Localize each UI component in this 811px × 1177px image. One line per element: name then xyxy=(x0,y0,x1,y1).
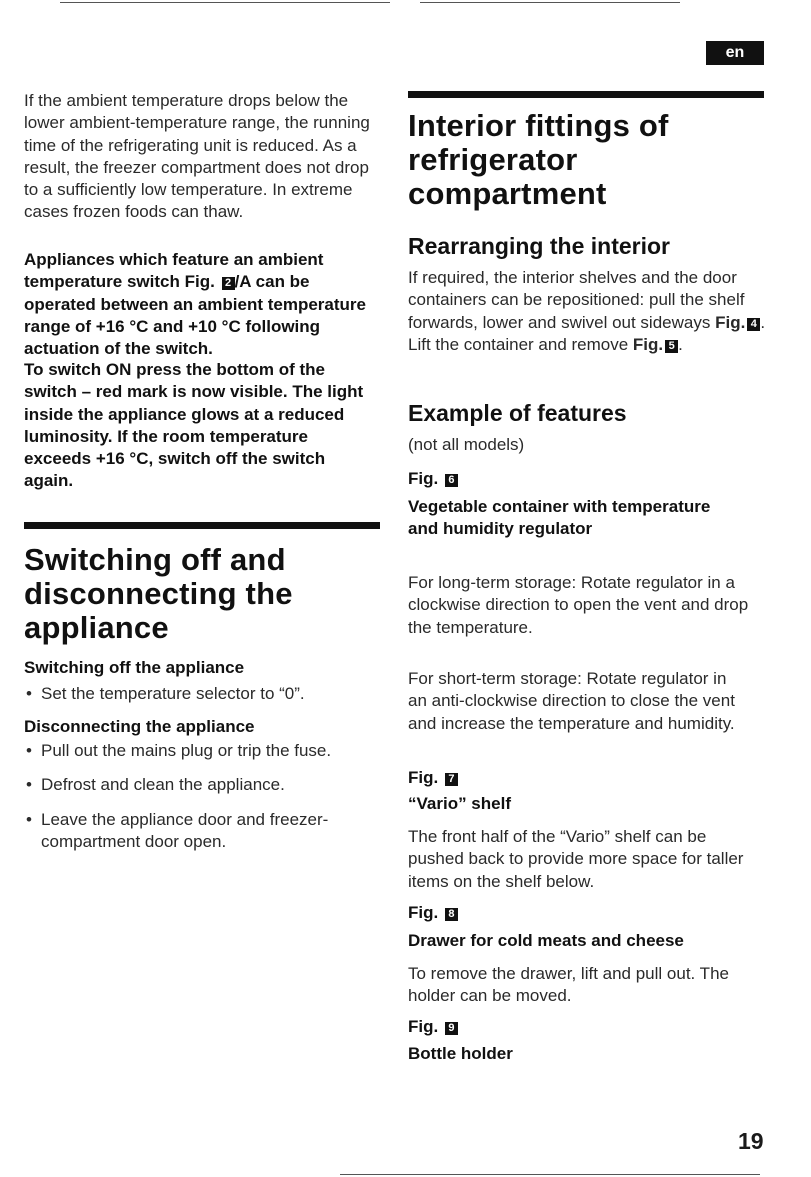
ambient-switch-paragraph xyxy=(24,249,374,360)
top-rule-left xyxy=(60,2,390,3)
ambient-switch-text-b: /A can be operated between an ambient temperature range of +16 °C and +10 °C following actuation of the switch. xyxy=(24,272,366,359)
fig-4-label: Fig. xyxy=(715,312,746,332)
fig-8-label: Fig. xyxy=(408,903,439,922)
disconnecting-subtitle: Disconnecting the appliance xyxy=(24,717,255,736)
fig-9-label: Fig. xyxy=(408,1017,439,1036)
switching-off-list xyxy=(24,683,374,717)
cold-meats-drawer-paragraph: To remove the drawer, lift and pull out. The holder can be moved. xyxy=(408,964,729,1006)
fig-6-marker: 6 xyxy=(445,474,458,487)
rearranging-text-a: If required, the interior shelves and the door containers can be repositioned: pull the shelf forwards, lower and swivel out sideways xyxy=(408,268,745,332)
rearranging-text-c: . xyxy=(678,334,683,354)
ambient-switch-text-a: Appliances which feature an ambient temperature switch Fig. xyxy=(24,250,324,292)
short-term-storage-paragraph: For short-term storage: Rotate regulator in an anti-clockwise direction to close the vent and increase the temperature and humidity. xyxy=(408,669,735,733)
fig-6-label: Fig. xyxy=(408,469,439,488)
fig-6-heading xyxy=(408,468,458,490)
fig-2-marker: 2 xyxy=(222,277,235,290)
fig-9-heading xyxy=(408,1016,458,1038)
cold-meats-drawer-title: Drawer for cold meats and cheese xyxy=(408,931,684,950)
rearranging-text-b: . Lift the container and remove xyxy=(408,312,766,354)
list-item: • Leave the appliance door and freezer-compartment door open. xyxy=(24,809,374,854)
fig-5-marker: 5 xyxy=(665,340,678,353)
interior-fittings-title: Interior fittings of refrigerator compartment xyxy=(408,108,669,211)
fig-9-marker: 9 xyxy=(445,1022,458,1035)
disconnecting-list xyxy=(24,740,374,865)
fig-7-heading xyxy=(408,767,458,789)
language-badge: en xyxy=(706,41,764,65)
section-bar-right xyxy=(408,91,764,98)
switching-off-title: Switching off and disconnecting the appliance xyxy=(24,542,293,645)
fig-7-marker: 7 xyxy=(445,773,458,786)
section-bar-left xyxy=(24,522,380,529)
fig-8-heading xyxy=(408,902,458,924)
list-item: • Pull out the mains plug or trip the fuse. xyxy=(24,740,374,762)
rearranging-paragraph xyxy=(408,267,770,356)
fig-7-label: Fig. xyxy=(408,768,439,787)
bottle-holder-title: Bottle holder xyxy=(408,1044,513,1063)
vario-shelf-title: “Vario” shelf xyxy=(408,794,511,813)
example-features-title: Example of features xyxy=(408,400,627,426)
list-item: • Set the temperature selector to “0”. xyxy=(24,683,374,705)
top-rule-right xyxy=(420,2,680,3)
switching-off-subtitle: Switching off the appliance xyxy=(24,658,245,677)
intro-paragraph: If the ambient temperature drops below the lower ambient-temperature range, the running time of the refrigerating unit is reduced. As a result, the freezer compartment does not drop to a sufficiently low temperature. In extreme cases frozen foods can thaw. xyxy=(24,91,370,222)
fig-4-marker: 4 xyxy=(747,318,760,331)
page-number: 19 xyxy=(738,1128,764,1154)
fig-5-label: Fig. xyxy=(632,334,664,354)
fig-8-marker: 8 xyxy=(445,908,458,921)
switch-on-paragraph: To switch ON press the bottom of the switch – red mark is now visible. The light inside the appliance glows at a reduced luminosity. If the room temperature exceeds +16 °C, switch off the switch again. xyxy=(24,360,364,491)
list-item: • Defrost and clean the appliance. xyxy=(24,774,374,796)
vario-shelf-paragraph: The front half of the “Vario” shelf can be pushed back to provide more space for taller items on the shelf below. xyxy=(408,827,744,891)
long-term-storage-paragraph: For long-term storage: Rotate regulator in a clockwise direction to open the vent and drop the temperature. xyxy=(408,573,749,637)
vegetable-container-title: Vegetable container with temperature and humidity regulator xyxy=(408,497,711,538)
rearranging-title: Rearranging the interior xyxy=(408,233,670,259)
bottom-rule xyxy=(340,1174,760,1175)
example-features-note: (not all models) xyxy=(408,435,525,454)
